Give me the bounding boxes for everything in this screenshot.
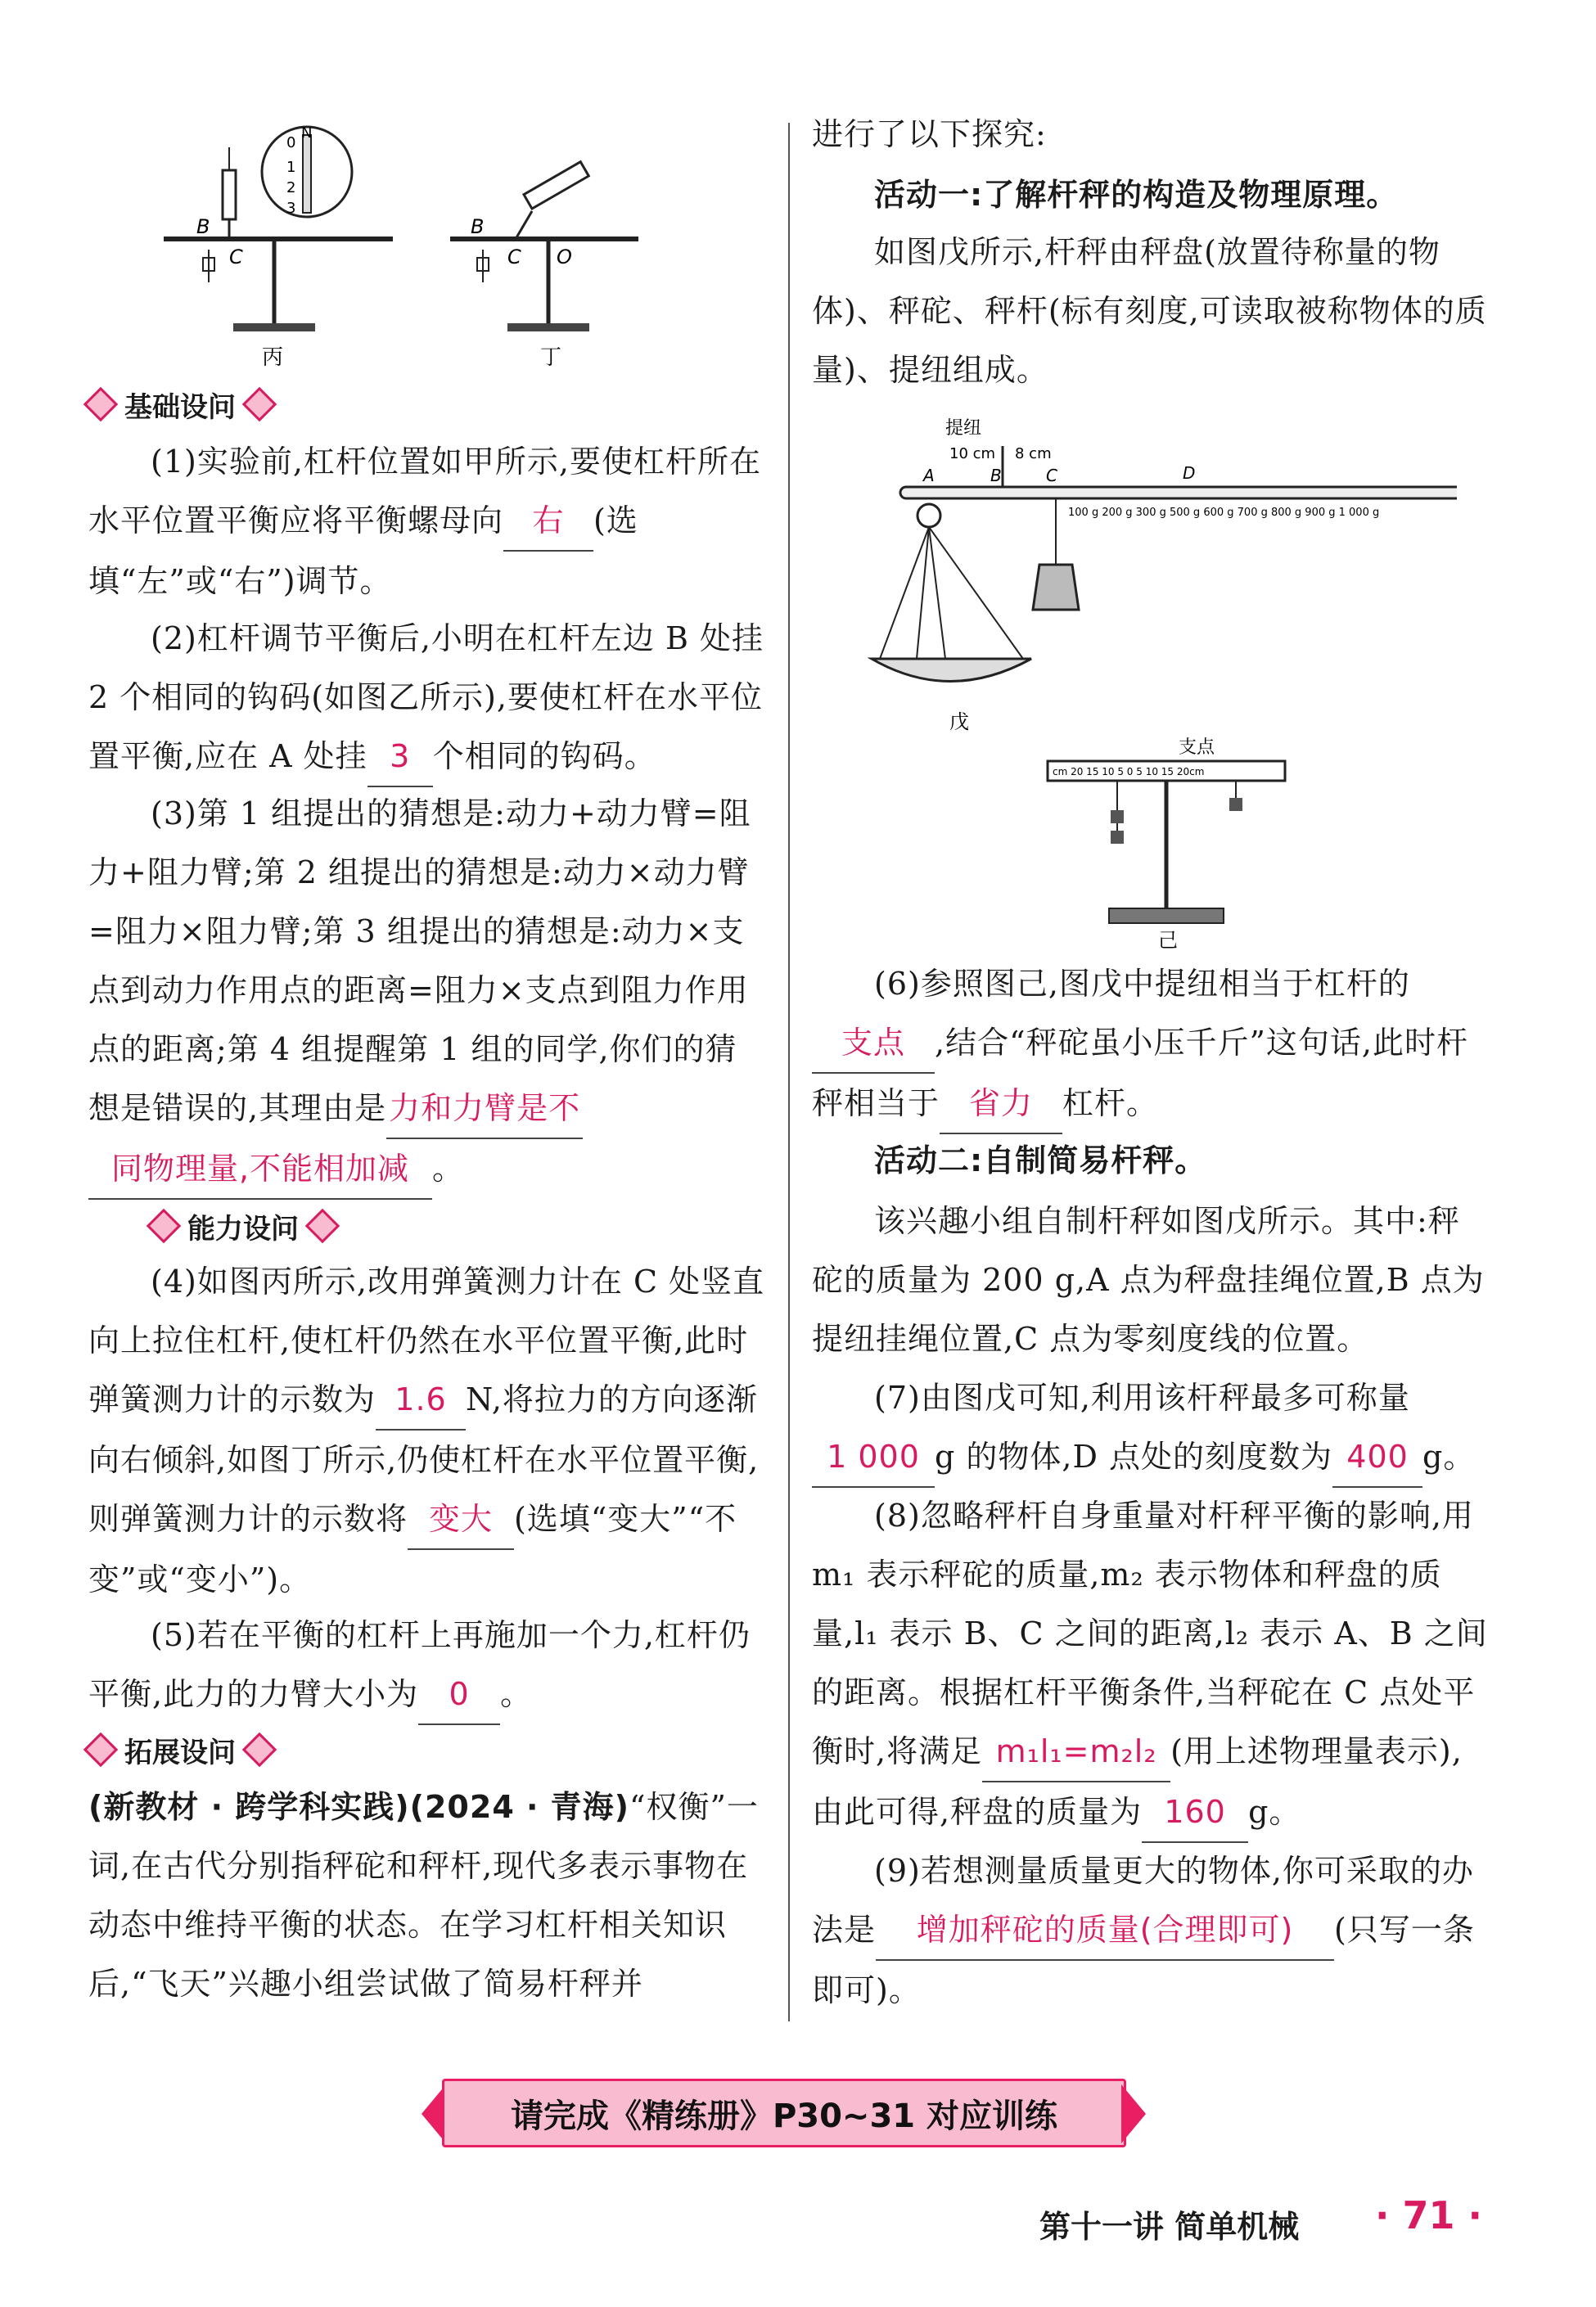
diamond-icon xyxy=(305,1209,340,1243)
caption-ji: 己 xyxy=(1158,929,1178,952)
q2-text: (2)杠杆调节平衡后,小明在杠杆左边 B 处挂 2 个相同的钩码(如图乙所示),要使杠杆在水平位置平衡,应在 A 处挂 xyxy=(88,620,764,774)
q6-answer-1: 支点 xyxy=(812,1013,935,1074)
q4-post: (选填“变大”“不变”或“变小”)。 xyxy=(88,1501,737,1597)
label-b-wu: B xyxy=(990,466,1002,485)
question-4 xyxy=(88,1252,768,1609)
question-3 xyxy=(88,784,768,1200)
label-b-ding: B xyxy=(471,215,485,238)
question-1 xyxy=(88,432,768,611)
q6-text: (6)参照图己,图戊中提纽相当于杠杆的 xyxy=(874,966,1410,1002)
q7-text: (7)由图戊可知,利用该杆秤最多可称量 xyxy=(874,1380,1410,1416)
section-basic xyxy=(88,383,272,426)
scale-0: 0 xyxy=(286,134,296,151)
q4-answer-1: 1.6 xyxy=(376,1370,466,1431)
figure-ding xyxy=(450,162,638,370)
question-7 xyxy=(812,1368,1491,1488)
activity-2-title: 活动二:自制简易杆秤。 xyxy=(874,1142,1207,1178)
q9-answer: 增加秤砣的质量(合理即可) xyxy=(876,1900,1334,1961)
chapter-title: 第十一讲 简单机械 xyxy=(1039,2209,1300,2245)
section-ability-label: 能力设问 xyxy=(187,1212,299,1246)
q7-answer-1: 1 000 xyxy=(812,1427,935,1488)
q4-mid: N,将拉力的方向逐渐向右倾斜,如图丁所示,仍使杠杆在水平位置平衡,则弹簧测力计的示数将 xyxy=(88,1381,760,1537)
label-a: A xyxy=(923,466,935,485)
q8-text: (8)忽略秤杆自身重量对杆秤平衡的影响,用 m₁ 表示秤砣的质量,m₂ 表示物体和秤盘的质量,l₁ 表示 B、C 之间的距离,l₂ 表示 A、B 之间的距离。根据杠杆平衡条件,当秤砣在 C 点处平衡时,将满足 xyxy=(812,1498,1488,1769)
q8-post: g。 xyxy=(1248,1794,1301,1830)
label-c-ding: C xyxy=(507,246,521,268)
q7-post: g。 xyxy=(1422,1439,1476,1475)
question-9 xyxy=(812,1841,1491,2020)
q1-post: (选填“左”或“右”)调节。 xyxy=(88,502,638,599)
section-extend-label: 拓展设问 xyxy=(124,1736,236,1769)
caption-ding: 丁 xyxy=(540,345,562,370)
label-d: D xyxy=(1183,463,1196,483)
question-5 xyxy=(88,1606,768,1725)
q3-text: (3)第 1 组提出的猜想是:动力+动力臂=阻力+阻力臂;第 2 组提出的猜想是:动力×动力臂=阻力×阻力臂;第 3 组提出的猜想是:动力×支点到动力作用点的距离=阻力×支点到阻力作用点的距离;第 4 组提醒第 1 组的同学,你们的猜想是错误的,其理由是 xyxy=(88,795,751,1126)
question-2 xyxy=(88,609,768,787)
activity-1-text: 如图戊所示,杆秤由秤盘(放置待称量的物体)、秤砣、秤杆(标有刻度,可读取被称物体的质量)、提纽组成。 xyxy=(812,234,1487,388)
intro-cont xyxy=(812,105,1491,164)
q6-answer-2: 省力 xyxy=(940,1074,1062,1134)
question-8 xyxy=(812,1486,1491,1843)
figure-bing-ding xyxy=(147,115,655,385)
caption-bing: 丙 xyxy=(262,345,284,370)
q8-answer-2: 160 xyxy=(1142,1782,1248,1843)
q2-answer: 3 xyxy=(367,727,433,787)
label-c-wu: C xyxy=(1046,466,1057,485)
q5-text: (5)若在平衡的杠杆上再施加一个力,杠杆仍平衡,此力的力臂大小为 xyxy=(88,1617,751,1712)
banner-arrow-right xyxy=(1121,2084,1146,2143)
scale-1: 1 xyxy=(286,159,296,176)
diamond-icon xyxy=(147,1209,181,1243)
diamond-icon xyxy=(83,1733,118,1767)
q1-answer: 右 xyxy=(503,491,593,552)
label-b: B xyxy=(196,215,210,238)
intro-paragraph xyxy=(88,1778,768,2013)
figure-wu xyxy=(868,409,1457,737)
practice-banner: 请完成《精练册》P30~31 对应训练 xyxy=(442,2079,1126,2147)
page-number: · 71 · xyxy=(1375,2193,1482,2237)
figure-bing xyxy=(164,124,393,370)
q7-mid: g 的物体,D 点处的刻度数为 xyxy=(935,1439,1333,1475)
q2-post: 个相同的钩码。 xyxy=(432,738,656,774)
q5-post: 。 xyxy=(500,1676,533,1712)
scale-2: 2 xyxy=(286,179,296,196)
intro-tag: (新教材 · 跨学科实践)(2024 · 青海) xyxy=(88,1789,630,1825)
intro-cont-text: 进行了以下探究: xyxy=(812,116,1047,152)
section-extend xyxy=(88,1728,272,1771)
q3-answer-1: 力和力臂是不 xyxy=(386,1079,583,1139)
diamond-icon xyxy=(242,1733,277,1767)
diamond-icon xyxy=(83,387,118,421)
q8-answer-1: m₁l₁=m₂l₂ xyxy=(982,1722,1170,1782)
q7-answer-2: 400 xyxy=(1332,1427,1422,1488)
q5-answer: 0 xyxy=(418,1665,500,1725)
section-basic-label: 基础设问 xyxy=(124,390,236,424)
activity-1-title: 活动一:了解杆秤的构造及物理原理。 xyxy=(874,177,1399,213)
intro-text: “权衡”一词,在古代分别指秤砣和秤杆,现代多表示事物在动态中维持平衡的状态。在学习杠杆相关知识后,“飞天”兴趣小组尝试做了简易杆秤并 xyxy=(88,1789,759,2002)
q8-mid: (用上述物理量表示),由此可得,秤盘的质量为 xyxy=(812,1733,1463,1830)
q4-answer-2: 变大 xyxy=(408,1489,514,1550)
figure-ji xyxy=(1039,732,1301,953)
q6-mid: ,结合“秤砣虽小压千斤”这句话,此时杆秤相当于 xyxy=(812,1025,1469,1121)
scale-3: 3 xyxy=(286,200,296,217)
ruler-text: cm 20 15 10 5 0 5 10 15 20cm xyxy=(1053,766,1205,777)
q6-post: 杠杆。 xyxy=(1062,1085,1159,1121)
q3-answer-2: 同物理量,不能相加减 xyxy=(88,1139,432,1200)
q3-post: 。 xyxy=(432,1151,465,1187)
activity-2-text: 该兴趣小组自制杆秤如图戊所示。其中:秤砣的质量为 200 g,A 点为秤盘挂绳位置,B 点为提纽挂绳位置,C 点为零刻度线的位置。 xyxy=(812,1203,1485,1357)
q9-post: (只写一条即可)。 xyxy=(812,1912,1475,2008)
section-ability xyxy=(151,1205,335,1247)
scale-text: 100 g 200 g 300 g 500 g 600 g 700 g 800 g 900 g 1 000 g xyxy=(1068,507,1380,519)
question-6 xyxy=(812,954,1491,1134)
label-zhidian: 支点 xyxy=(1179,737,1215,758)
column-divider xyxy=(788,123,790,2021)
caption-wu: 戊 xyxy=(949,710,969,733)
label-8cm: 8 cm xyxy=(1015,445,1052,462)
q1-text: (1)实验前,杠杆位置如甲所示,要使杠杆所在水平位置平衡应将平衡螺母向 xyxy=(88,444,761,538)
label-10cm: 10 cm xyxy=(949,445,996,462)
label-tizu: 提纽 xyxy=(945,418,982,439)
q4-text: (4)如图丙所示,改用弹簧测力计在 C 处竖直向上拉住杠杆,使杠杆仍然在水平位置平衡,此时弹簧测力计的示数为 xyxy=(88,1264,765,1417)
label-o: O xyxy=(557,246,572,268)
label-n: N xyxy=(301,124,313,142)
q9-text: (9)若想测量质量更大的物体,你可采取的办法是 xyxy=(812,1853,1474,1948)
diamond-icon xyxy=(242,387,277,421)
label-c: C xyxy=(229,246,243,268)
